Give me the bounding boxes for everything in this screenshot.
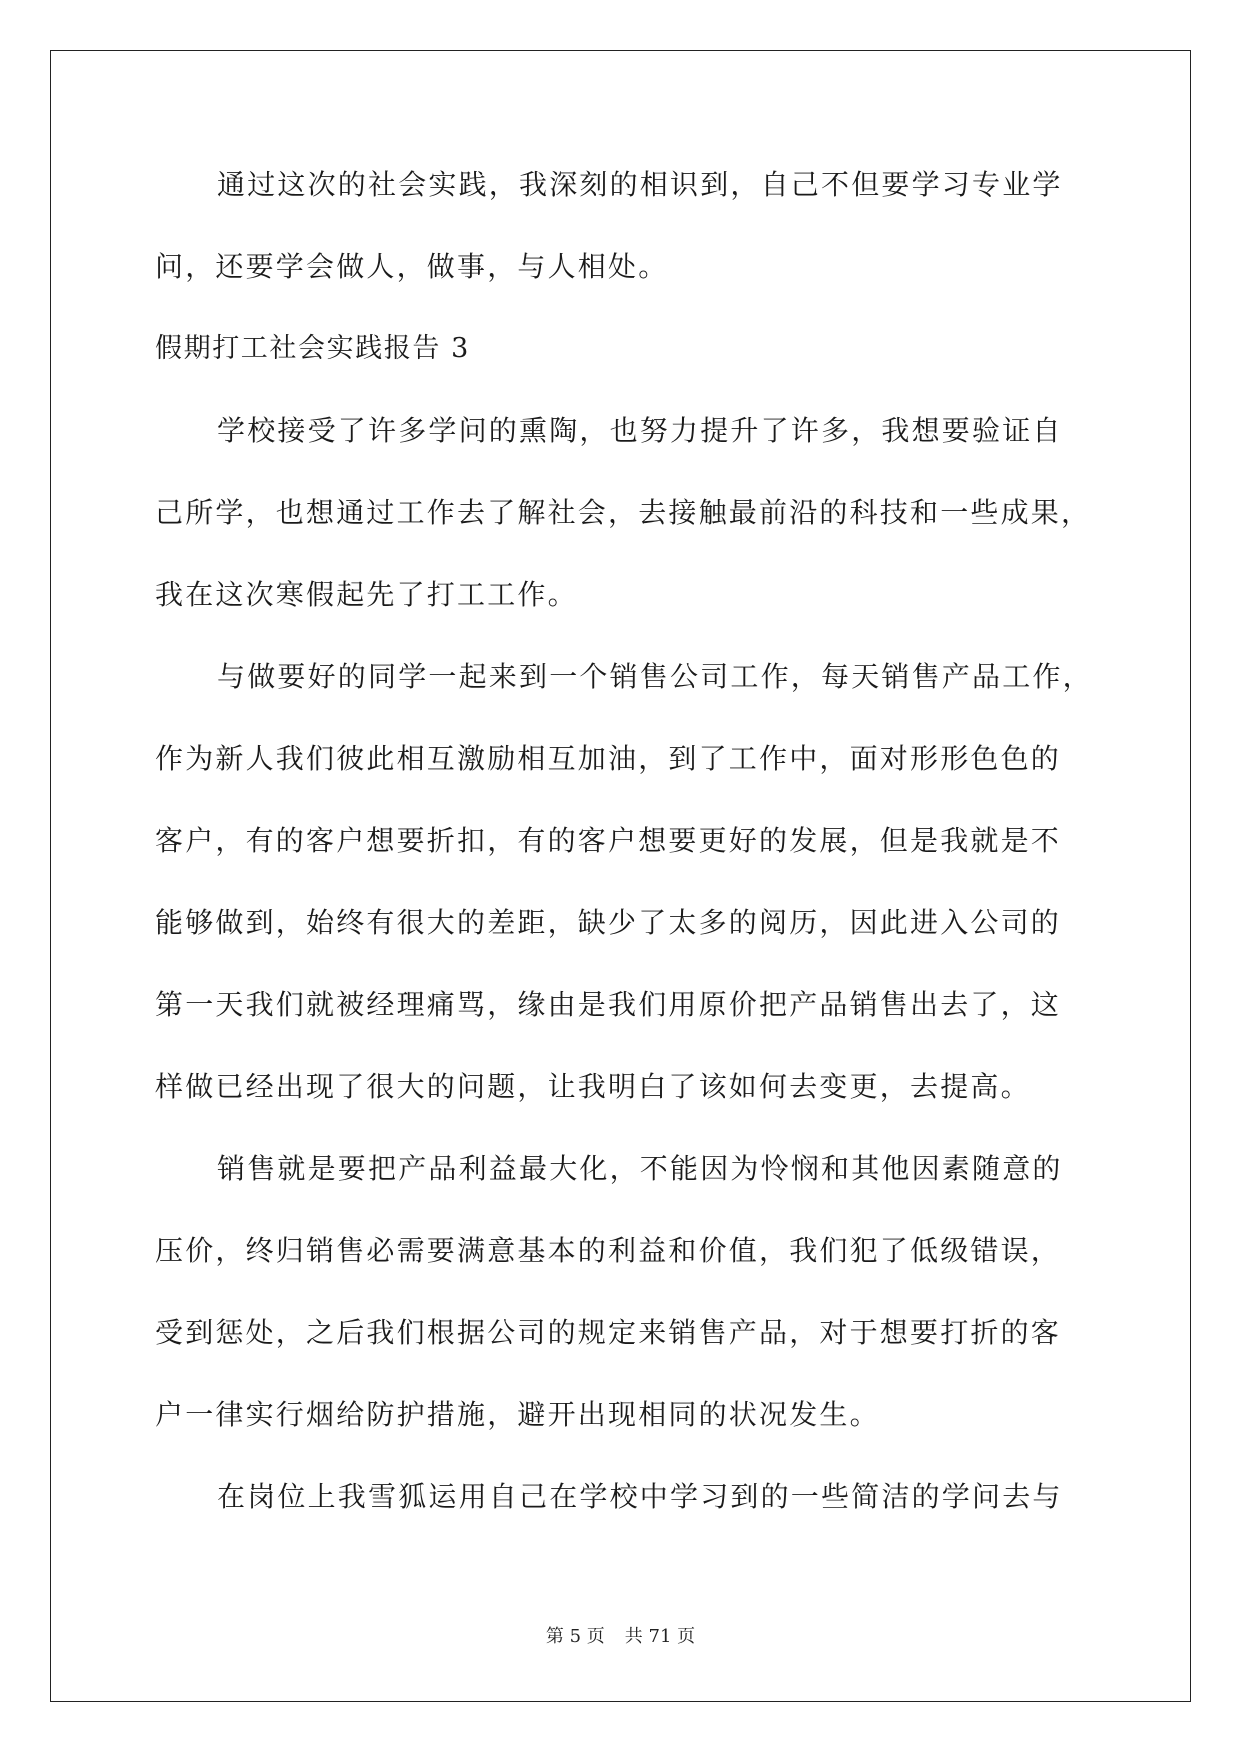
text-line: 学校接受了许多学问的熏陶，也努力提升了许多，我想要验证自: [217, 414, 1063, 447]
text-line: 压价，终归销售必需要满意基本的利益和价值，我们犯了低级错误，: [155, 1234, 1062, 1267]
text-line: 己所学，也想通过工作去了解社会，去接触最前沿的科技和一些成果，: [155, 496, 1092, 529]
text-line: 我在这次寒假起先了打工工作。: [155, 578, 578, 611]
text-line: 客户，有的客户想要折扣，有的客户想要更好的发展，但是我就是不: [155, 824, 1062, 857]
page-total: 共 71 页: [624, 1626, 696, 1647]
page-footer: [0, 1622, 1241, 1648]
document-body: [155, 160, 1093, 1554]
text-line: 受到惩处，之后我们根据公司的规定来销售产品，对于想要打折的客: [155, 1316, 1062, 1349]
text-line: 能够做到，始终有很大的差距，缺少了太多的阅历，因此进入公司的: [155, 906, 1062, 939]
text-line: 销售就是要把产品利益最大化，不能因为怜悯和其他因素随意的: [217, 1152, 1063, 1185]
text-line: 样做已经出现了很大的问题，让我明白了该如何去变更，去提高。: [155, 1070, 1031, 1103]
text-line: 第一天我们就被经理痛骂，缘由是我们用原价把产品销售出去了，这: [155, 988, 1062, 1021]
text-line: 户一律实行烟给防护措施，避开出现相同的状况发生。: [155, 1398, 880, 1431]
text-line: 作为新人我们彼此相互激励相互加油，到了工作中，面对形形色色的: [155, 742, 1062, 775]
section-heading: 假期打工社会实践报告 3: [155, 333, 470, 364]
text-line: 与做要好的同学一起来到一个销售公司工作，每天销售产品工作，: [217, 660, 1093, 693]
text-line: 在岗位上我雪狐运用自己在学校中学习到的一些简洁的学问去与: [217, 1480, 1063, 1513]
page-number: 第 5 页: [545, 1626, 605, 1647]
text-line: 通过这次的社会实践，我深刻的相识到，自己不但要学习专业学: [217, 168, 1063, 201]
text-line: 问，还要学会做人，做事，与人相处。: [155, 250, 669, 283]
